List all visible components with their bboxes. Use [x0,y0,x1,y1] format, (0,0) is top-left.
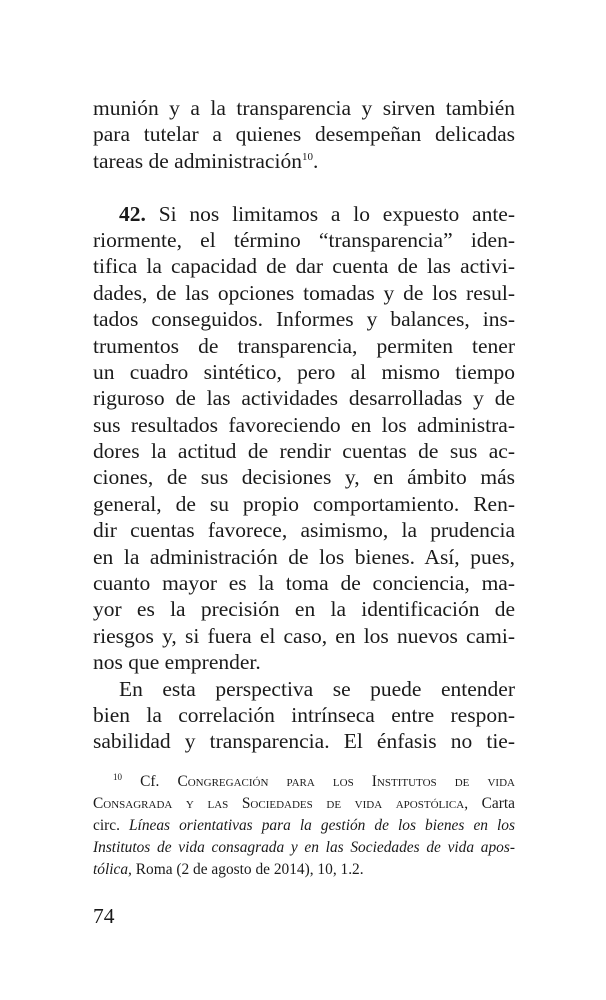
footnote-mark: 10 [113,772,122,782]
text-line: nos que emprender. [93,650,261,675]
text-line: dades, de las opciones tomadas y de los resul- [93,280,515,305]
text-line [93,148,515,174]
text-line: dores la actitud de rendir cuentas de sus ac- [93,439,515,464]
text-line-content: Si nos limitamos a lo expuesto ante- [158,201,515,226]
footnote-text: circ. [93,817,120,834]
text-line: En esta perspectiva se puede entender [119,676,515,701]
footnote-line [93,793,515,815]
section-number: 42. [119,201,146,226]
text-line: un cuadro sintético, pero al mismo tiempo [93,359,515,384]
footnote-line [93,771,515,793]
footnote-italic: tólica, [93,861,132,878]
paragraph-gap [93,174,515,200]
section-first-line [93,201,515,227]
text-line: cuanto mayor es la toma de conciencia, ma- [93,571,515,596]
text-line: riguroso de las actividades desarrolladas y de [93,386,515,411]
footnote-italic: Líneas orientativas para la gestión de los bienes en los [129,817,515,834]
footnote-text: Cf. [140,773,160,790]
footnote-line [93,837,515,859]
text-line: tifica la capacidad de dar cuenta de las activi- [93,254,515,279]
text-line: riesgos y, si fuera el caso, en los nuevos cami- [93,623,515,648]
text-line-content: tareas de administración [93,148,302,173]
text-line: munión y a la transparencia y sirven también [93,96,515,120]
text-line: dir cuentas favorece, asimismo, la prudencia [93,518,515,543]
text-line: yor es la precisión en la identificación de [93,597,515,622]
text-line: general, de su propio comportamiento. Ren- [93,491,515,516]
footnote-smallcaps: Consagrada y las Sociedades de vida apostólica, [93,795,469,812]
main-text [93,95,515,755]
footnote-line [93,859,515,881]
text-line: tados conseguidos. Informes y balances, ins- [93,307,515,332]
text-line: trumentos de transparencia, permiten tener [93,333,515,358]
footnote-line [93,815,515,837]
text-line: en la administración de los bienes. Así, pues, [93,544,515,569]
text-line: ciones, de sus decisiones y, en ámbito más [93,465,515,490]
footnote-smallcaps: Congregación para los Institutos de vida [177,773,515,790]
text-line: sabilidad y transparencia. El énfasis no tie- [93,729,515,754]
footnote [93,771,515,881]
page-number: 74 [93,904,115,928]
text-line: riormente, el término “transparencia” iden- [93,227,515,252]
footnote-italic: Institutos de vida consagrada y en las Sociedades de vida apos- [93,839,515,856]
punctuation: . [312,148,319,173]
footnote-reference[interactable]: 10 [301,150,313,163]
text-line: bien la correlación intrínseca entre respon- [93,702,515,727]
footnote-text: Roma (2 de agosto de 2014), 10, 1.2. [135,861,364,878]
text-line: para tutelar a quienes desempeñan delicadas [93,122,515,147]
text-line: sus resultados favoreciendo en los administra- [93,412,515,437]
footnote-text: Carta [481,795,515,812]
